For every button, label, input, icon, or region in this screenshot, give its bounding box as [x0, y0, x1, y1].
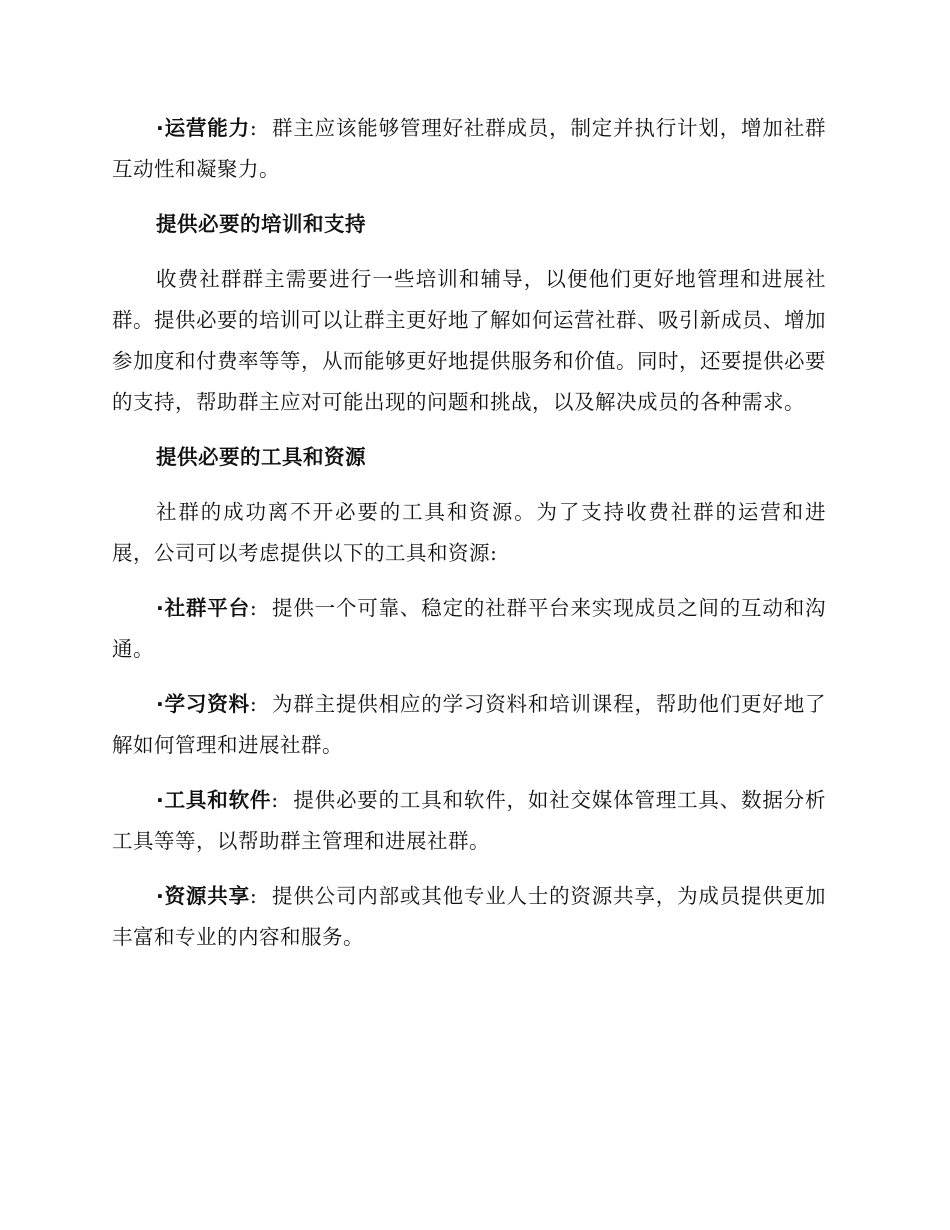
bullet-text: 为群主提供相应的学习资料和培训课程，帮助他们更好地了解如何管理和进展社群。 — [112, 692, 827, 757]
bullet-term: 社群平台 — [164, 596, 250, 620]
bullet-marker: · — [156, 692, 165, 716]
bullet-separator: : — [249, 692, 258, 716]
bullet-marker: · — [156, 116, 165, 140]
section-heading: 提供必要的工具和资源 — [156, 445, 366, 469]
bullet-item — [112, 780, 826, 862]
bullet-term: 学习资料 — [164, 692, 250, 716]
bullet-marker: · — [156, 596, 165, 620]
bullet-item — [112, 588, 826, 670]
body-paragraph: 社群的成功离不开必要的工具和资源。为了支持收费社群的运营和进展，公司可以考虑提供以下的工具和资源: — [112, 500, 826, 565]
bullet-item — [112, 108, 826, 190]
bullet-text: 提供必要的工具和软件，如社交媒体管理工具、数据分析工具等等，以帮助群主管理和进展社群。 — [112, 788, 827, 853]
bullet-text: 提供公司内部或其他专业人士的资源共享，为成员提供更加丰富和专业的内容和服务。 — [112, 884, 827, 949]
bullet-item — [112, 684, 826, 766]
bullet-marker: · — [156, 884, 165, 908]
section-heading: 提供必要的培训和支持 — [156, 212, 366, 236]
bullet-text: 群主应该能够管理好社群成员，制定并执行计划，增加社群互动性和凝聚力。 — [112, 116, 827, 181]
bullet-text: 提供一个可靠、稳定的社群平台来实现成员之间的互动和沟通。 — [112, 596, 827, 661]
bullet-term: 工具和软件 — [164, 788, 272, 812]
bullet-marker: · — [156, 788, 165, 812]
bullet-separator: : — [249, 596, 258, 620]
bullet-term: 运营能力 — [164, 116, 250, 140]
bullet-separator: : — [249, 884, 258, 908]
bullet-item — [112, 876, 826, 958]
bullet-separator: : — [249, 116, 258, 140]
bullet-separator: : — [271, 788, 279, 812]
document-body — [112, 108, 826, 972]
bullet-term: 资源共享 — [164, 884, 250, 908]
body-paragraph: 收费社群群主需要进行一些培训和辅导，以便他们更好地管理和进展社群。提供必要的培训可以让群主更好地了解如何运营社群、吸引新成员、增加参加度和付费率等等，从而能够更好地提供服务和价值。同时，还要提供必要的支持，帮助群主应对可能出现的问题和挑战，以及解决成员的各种需求。 — [112, 267, 826, 414]
